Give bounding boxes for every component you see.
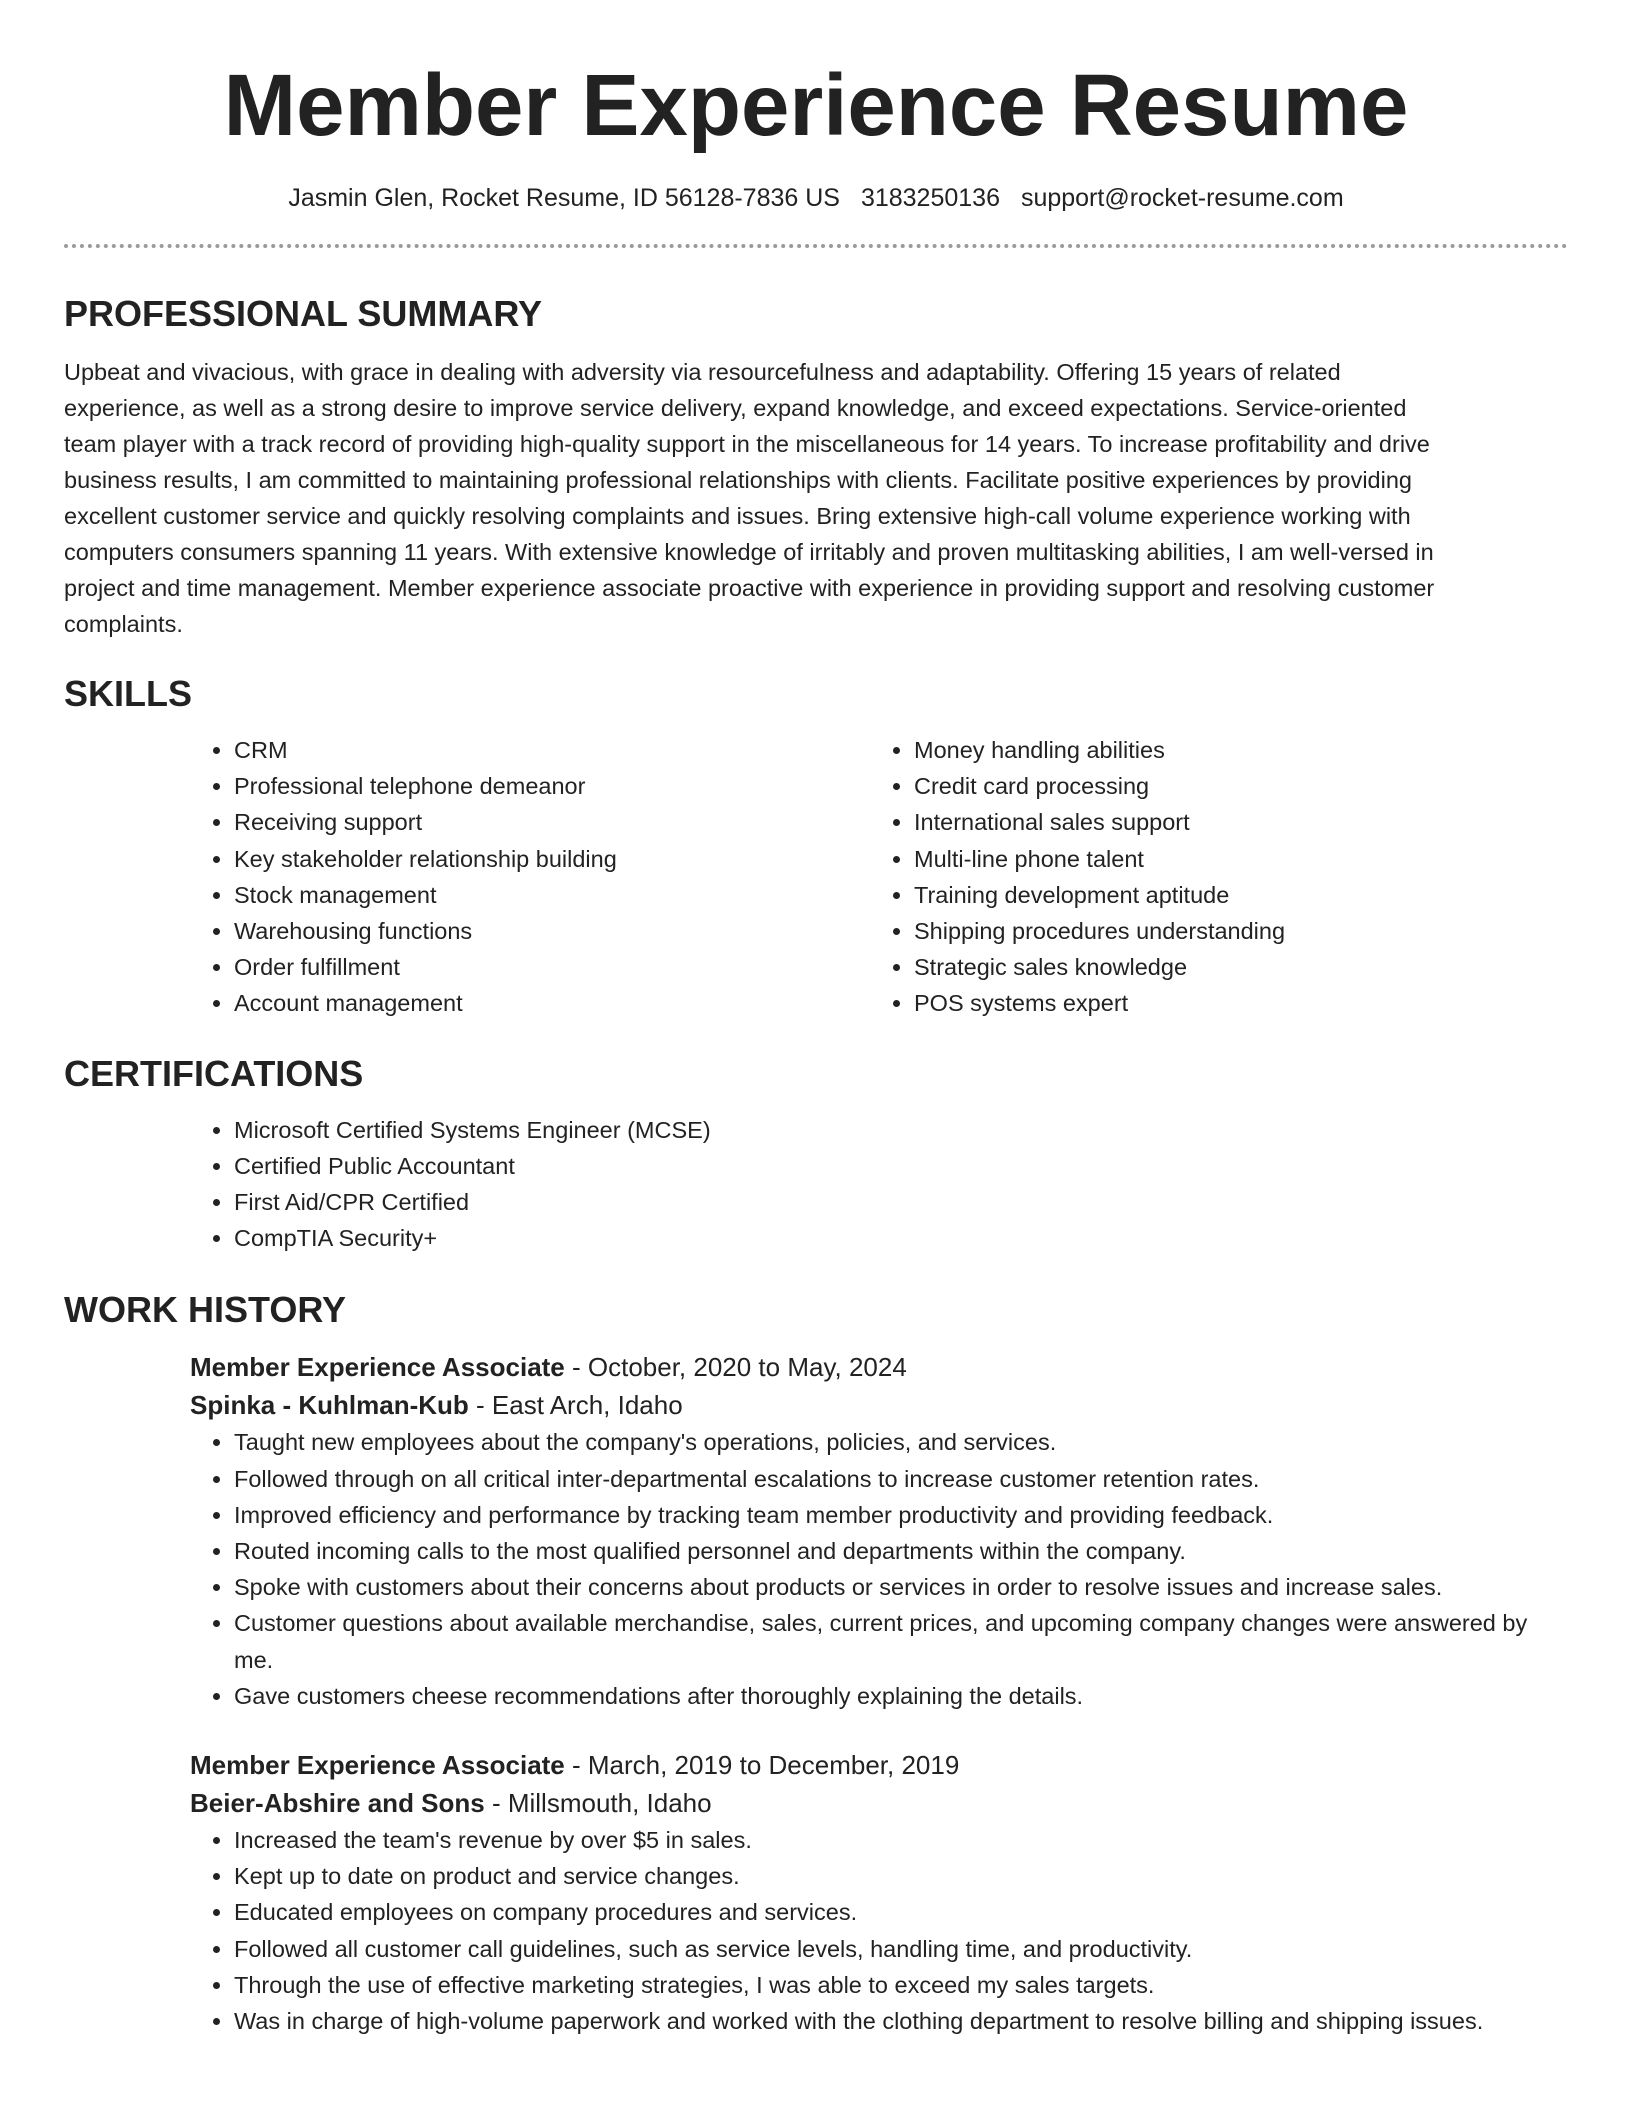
header-divider — [64, 244, 1568, 248]
job-duty: • Through the use of effective marketing strategies, I was able to exceed my sales targets. — [234, 1967, 1568, 2003]
job-location: - Millsmouth, Idaho — [484, 1788, 712, 1819]
job-duties — [190, 1822, 1568, 2039]
skill-item: • Multi-line phone talent — [914, 841, 1550, 877]
contact-phone: 3183250136 — [860, 184, 1000, 212]
certifications-heading: CERTIFICATIONS — [64, 1052, 364, 1094]
job-duty: • Followed through on all critical inter-departmental escalations to increase customer retention rates. — [234, 1461, 1568, 1497]
contact-address: Jasmin Glen, Rocket Resume, ID 56128-7836 US — [288, 184, 840, 212]
work-history-section — [64, 1288, 1568, 2039]
job-title: Member Experience Associate — [190, 1750, 565, 1781]
skill-item: • Professional telephone demeanor — [234, 768, 870, 804]
job-entry — [190, 1746, 1568, 2039]
job-company-line — [190, 1784, 1568, 1822]
certification-item: • Microsoft Certified Systems Engineer (MCSE) — [234, 1112, 1568, 1148]
skills-heading: SKILLS — [64, 673, 193, 714]
skill-item: • Warehousing functions — [234, 913, 870, 949]
skill-item: • Money handling abilities — [914, 732, 1550, 768]
job-duty: • Spoke with customers about their concerns about products or services in order to resolve issues and increase sales. — [234, 1569, 1568, 1605]
skill-item: • Key stakeholder relationship building — [234, 841, 870, 877]
job-title: Member Experience Associate — [190, 1352, 565, 1383]
job-duty: • Was in charge of high-volume paperwork and worked with the clothing department to resolve billing and shipping issues. — [234, 2003, 1568, 2039]
skill-item: • Account management — [234, 985, 870, 1021]
contact-line — [64, 182, 1568, 214]
job-dates: - October, 2020 to May, 2024 — [564, 1352, 907, 1383]
summary-text: Upbeat and vivacious, with grace in dealing with adversity via resourcefulness and adaptability. Offering 15 years of related experience, as well as a strong desire to improve service delivery, expand knowledge, and exceed expectations. Service-oriented team player with a track record of providing high-quality support in the miscellaneous for 14 years. To increase profitability and drive business results, I am committed to maintaining professional relationships with clients. Facilitate positive experiences by providing excellent customer service and quickly resolving complaints and issues. Bring extensive high-call volume experience working with computers consumers spanning 11 years. With extensive knowledge of irritably and proven multitasking abilities, I am well-versed in project and time management. Member experience associate proactive with experience in providing support and resolving customer complaints. — [64, 359, 1435, 637]
job-duty: • Gave customers cheese recommendations after thoroughly explaining the details. — [234, 1678, 1568, 1714]
certification-item: • Certified Public Accountant — [234, 1148, 1568, 1184]
job-duty: • Taught new employees about the company's operations, policies, and services. — [234, 1424, 1568, 1460]
skill-item: • Strategic sales knowledge — [914, 949, 1550, 985]
summary-heading: PROFESSIONAL SUMMARY — [64, 293, 543, 334]
skills-columns — [190, 732, 1568, 1022]
job-dates: - March, 2019 to December, 2019 — [564, 1750, 960, 1781]
job-duty: • Kept up to date on product and service changes. — [234, 1858, 1568, 1894]
job-duty: • Increased the team's revenue by over $5 in sales. — [234, 1822, 1568, 1858]
skill-item: • CRM — [234, 732, 870, 768]
job-company: Spinka - Kuhlman-Kub — [190, 1390, 469, 1421]
job-duty: • Customer questions about available merchandise, sales, current prices, and upcoming company changes were answered by me. — [234, 1605, 1568, 1677]
skills-column-right — [870, 732, 1550, 1022]
resume-page — [64, 0, 1568, 2039]
job-duties — [190, 1424, 1568, 1714]
job-duty: • Followed all customer call guidelines, such as service levels, handling time, and productivity. — [234, 1931, 1568, 1967]
job-duty: • Educated employees on company procedures and services. — [234, 1894, 1568, 1930]
job-location: - East Arch, Idaho — [468, 1390, 683, 1421]
skill-item: • Stock management — [234, 877, 870, 913]
job-company-line — [190, 1386, 1568, 1424]
skill-item: • Receiving support — [234, 804, 870, 840]
certifications-section — [64, 1052, 1568, 1257]
job-duty: • Routed incoming calls to the most qualified personnel and departments within the company. — [234, 1533, 1568, 1569]
skill-item: • Shipping procedures understanding — [914, 913, 1550, 949]
summary-section — [64, 292, 1568, 642]
certification-item: • CompTIA Security+ — [234, 1220, 1568, 1256]
skill-item: • Training development aptitude — [914, 877, 1550, 913]
job-title-line — [190, 1746, 1568, 1784]
skill-item: • International sales support — [914, 804, 1550, 840]
skills-section — [64, 672, 1568, 1022]
job-duty: • Improved efficiency and performance by tracking team member productivity and providing feedback. — [234, 1497, 1568, 1533]
skill-item: • Order fulfillment — [234, 949, 870, 985]
job-title-line — [190, 1348, 1568, 1386]
certifications-list — [190, 1112, 1568, 1257]
skill-item: • Credit card processing — [914, 768, 1550, 804]
certification-item: • First Aid/CPR Certified — [234, 1184, 1568, 1220]
contact-email: support@rocket-resume.com — [1020, 184, 1344, 212]
skills-column-left — [190, 732, 870, 1022]
work-history-heading: WORK HISTORY — [64, 1289, 347, 1331]
job-entry — [190, 1348, 1568, 1714]
job-company: Beier-Abshire and Sons — [190, 1788, 485, 1819]
skill-item: • POS systems expert — [914, 985, 1550, 1021]
resume-title: Member Experience Resume — [223, 57, 1409, 154]
